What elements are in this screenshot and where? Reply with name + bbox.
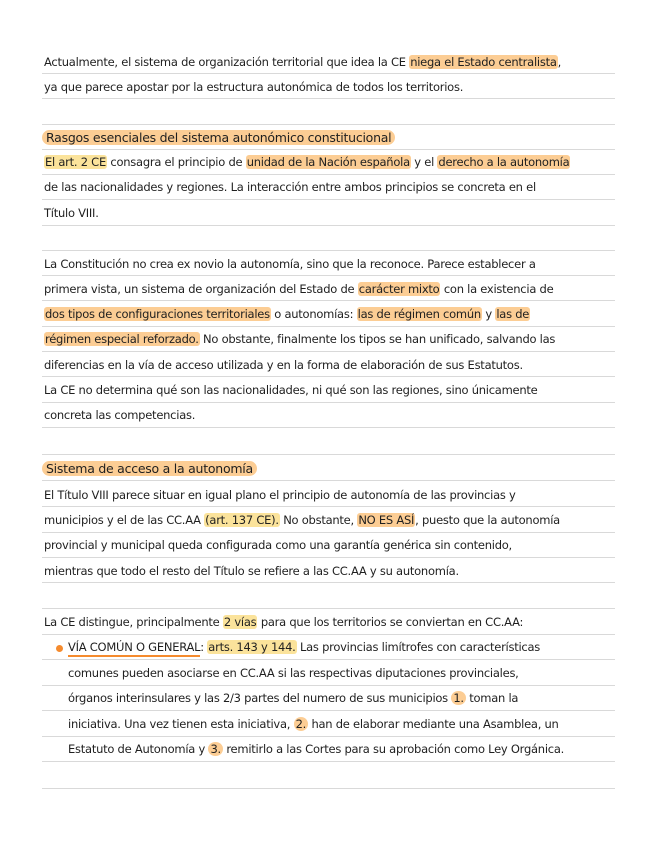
section-heading-acceso xyxy=(44,461,257,476)
highlight: (art. 137 CE). xyxy=(205,513,279,527)
s1-p2-line-7: concreta las competencias. xyxy=(44,408,196,422)
highlight: derecho a la autonomía xyxy=(438,155,570,169)
ruled-line xyxy=(42,685,615,686)
highlight: régimen especial reforzado. xyxy=(45,332,199,346)
text: , xyxy=(557,55,562,69)
bullet-dot xyxy=(56,645,63,652)
highlight: El art. 2 CE xyxy=(45,155,106,169)
bullet-line-1 xyxy=(68,640,540,654)
highlight: 2 vías xyxy=(223,615,257,629)
highlight: carácter mixto xyxy=(358,282,440,296)
text: municipios y el de las CC.AA xyxy=(44,513,205,527)
ruled-line xyxy=(42,73,615,74)
text: han de elaborar mediante una Asamblea, un xyxy=(308,717,559,731)
step-number: 3. xyxy=(210,742,221,756)
ruled-line xyxy=(42,506,615,507)
s1-p2-line-2 xyxy=(44,282,553,296)
s1-p2-line-6: La CE no determina qué son las nacionalidades, ni qué son las regiones, sino únicamente xyxy=(44,383,538,397)
ruled-line xyxy=(42,659,615,660)
ruled-line xyxy=(42,710,615,711)
highlight: las de régimen común xyxy=(357,307,481,321)
ruled-line xyxy=(42,788,615,789)
ruled-line xyxy=(42,557,615,558)
heading-text: Rasgos esenciales del sistema autonómico constitucional xyxy=(42,130,395,145)
ruled-line xyxy=(42,634,615,635)
text: No obstante, finalmente los tipos se han unificado, salvando las xyxy=(199,332,556,346)
ruled-line xyxy=(42,275,615,276)
bullet-line-4 xyxy=(68,717,559,731)
ruled-line xyxy=(42,376,615,377)
s2-p2-line-1 xyxy=(44,615,523,629)
ruled-line xyxy=(42,761,615,762)
text: : xyxy=(200,640,208,654)
intro-line-1 xyxy=(44,55,561,69)
text: o autonomías: xyxy=(270,307,357,321)
ruled-line xyxy=(42,300,615,301)
s1-p2-line-3 xyxy=(44,307,530,321)
text: y xyxy=(481,307,496,321)
text: Estatuto de Autonomía y xyxy=(68,742,209,756)
text: La CE distingue, principalmente xyxy=(44,615,223,629)
ruled-line xyxy=(42,174,615,175)
ruled-line xyxy=(42,250,615,251)
heading-text: Sistema de acceso a la autonomía xyxy=(42,461,257,476)
s1-p2-line-1: La Constitución no crea ex novio la autonomía, sino que la reconoce. Parece establecer a xyxy=(44,257,536,271)
text: con la existencia de xyxy=(440,282,554,296)
text: para que los territorios se conviertan en CC.AA: xyxy=(257,615,524,629)
ruled-line xyxy=(42,225,615,226)
text: remitirlo a las Cortes para su aprobación como Ley Orgánica. xyxy=(222,742,565,756)
intro-line-2: ya que parece apostar por la estructura autonómica de todos los territorios. xyxy=(44,80,464,94)
ruled-line xyxy=(42,427,615,428)
ruled-line xyxy=(42,608,615,609)
underlined-text: VÍA COMÚN O GENERAL xyxy=(68,640,200,657)
highlight: unidad de la Nación española xyxy=(246,155,410,169)
ruled-line xyxy=(42,480,615,481)
ruled-line xyxy=(42,532,615,533)
s2-p1-line-1: El Título VIII parece situar en igual plano el principio de autonomía de las provincias y xyxy=(44,488,516,502)
s1-p1-line-2: de las nacionalidades y regiones. La interacción entre ambos principios se concreta en el xyxy=(44,180,536,194)
bullet-line-5 xyxy=(68,742,564,756)
text: órganos interinsulares y las 2/3 partes del numero de sus municipios xyxy=(68,691,452,705)
s2-p1-line-4: mientras que todo el resto del Título se refiere a las CC.AA y su autonomía. xyxy=(44,564,459,578)
ruled-line xyxy=(42,736,615,737)
section-heading-rasgos xyxy=(44,130,395,145)
text: No obstante, xyxy=(279,513,358,527)
text: toman la xyxy=(465,691,519,705)
ruled-line xyxy=(42,124,615,125)
highlight: NO ES ASÍ xyxy=(358,513,415,527)
ruled-line xyxy=(42,326,615,327)
bullet-line-2: comunes pueden asociarse en CC.AA si las respectivas diputaciones provinciales, xyxy=(68,666,519,680)
ruled-line xyxy=(42,402,615,403)
text: consagra el principio de xyxy=(106,155,246,169)
ruled-line xyxy=(42,454,615,455)
s1-p1-line-3: Título VIII. xyxy=(44,206,99,220)
s1-p2-line-5: diferencias en la vía de acceso utilizada y en la forma de elaboración de sus Estatutos. xyxy=(44,358,523,372)
s1-p2-line-4 xyxy=(44,332,555,346)
highlight: las de xyxy=(496,307,530,321)
text: primera vista, un sistema de organización del Estado de xyxy=(44,282,358,296)
ruled-line xyxy=(42,582,615,583)
ruled-line xyxy=(42,351,615,352)
text: Actualmente, el sistema de organización territorial que idea la CE xyxy=(44,55,410,69)
s2-p1-line-3: provincial y municipal queda configurada como una garantía genérica sin contenido, xyxy=(44,538,512,552)
ruled-line xyxy=(42,98,615,99)
text: Las provincias limítrofes con características xyxy=(296,640,541,654)
step-number: 2. xyxy=(295,717,307,731)
highlight: arts. 143 y 144. xyxy=(208,640,296,654)
step-number: 1. xyxy=(453,691,464,705)
s2-p1-line-2 xyxy=(44,513,560,527)
bullet-line-3 xyxy=(68,691,518,705)
highlight: dos tipos de configuraciones territoriales xyxy=(45,307,270,321)
ruled-line xyxy=(42,199,615,200)
text: , puesto que la autonomía xyxy=(415,513,560,527)
ruled-line xyxy=(42,149,615,150)
highlight: niega el Estado centralista xyxy=(410,55,557,69)
text: y el xyxy=(410,155,438,169)
text: iniciativa. Una vez tienen esta iniciativa, xyxy=(68,717,294,731)
s1-p1-line-1 xyxy=(44,155,570,169)
